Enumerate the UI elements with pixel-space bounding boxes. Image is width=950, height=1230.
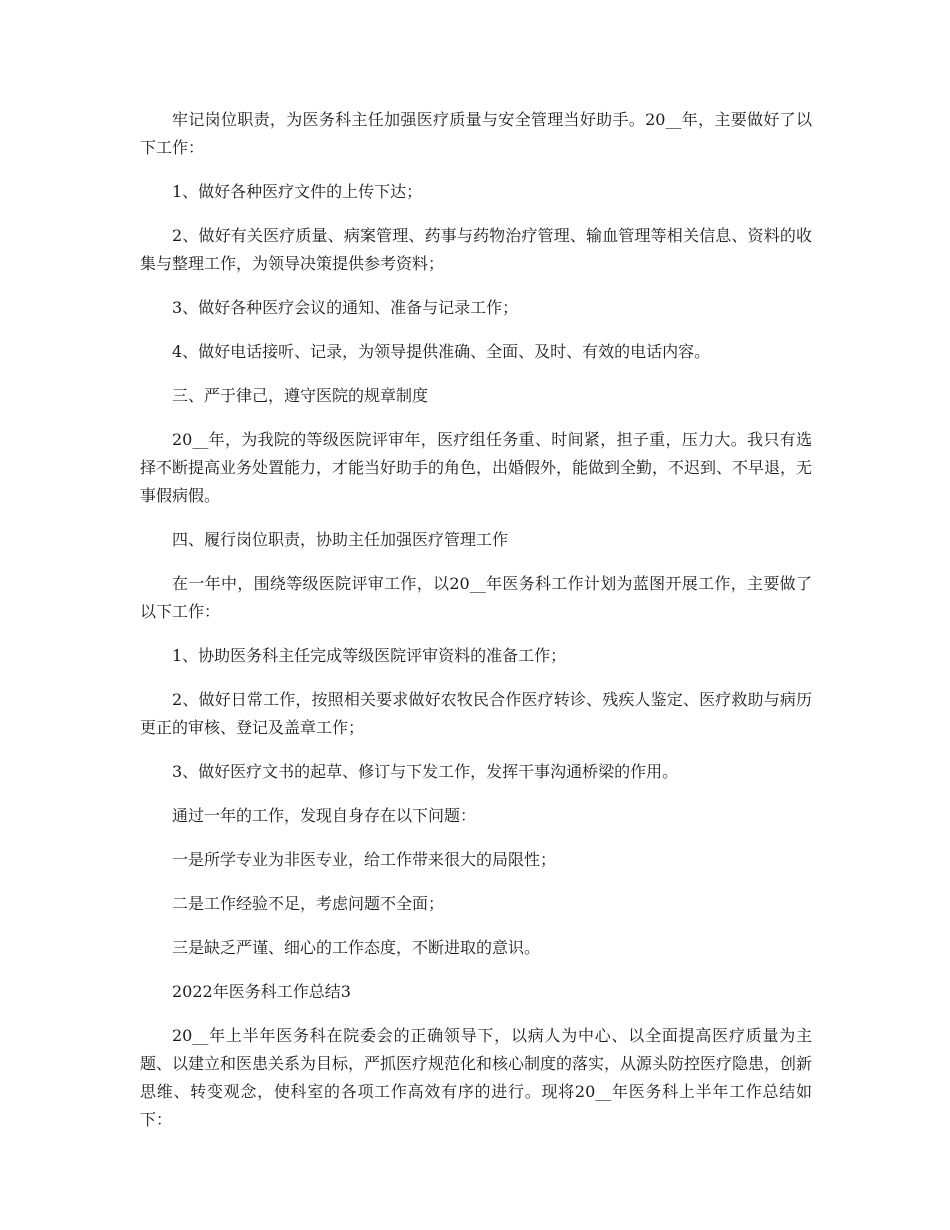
section-heading-4: 四、履行岗位职责，协助主任加强医疗管理工作	[172, 530, 509, 549]
paragraph-intro: 牢记岗位职责，为医务科主任加强医疗质量与安全管理当好助手。20__年，主要做好了以下工作：	[140, 110, 812, 157]
paragraph-item-3: 3、做好各种医疗会议的通知、准备与记录工作；	[172, 298, 519, 317]
section-heading-3: 三、严于律己，遵守医院的规章制度	[172, 386, 429, 405]
paragraph-problems-intro: 通过一年的工作，发现自身存在以下问题：	[172, 806, 477, 825]
paragraph-problem-1: 一是所学专业为非医专业，给工作带来很大的局限性；	[172, 850, 557, 869]
paragraph-task-2: 2、做好日常工作，按照相关要求做好农牧民合作医疗转诊、残疾人鉴定、医疗救助与病历更正的审核、登记及盖章工作；	[140, 690, 812, 737]
document-body	[140, 106, 812, 1150]
paragraph-task-3: 3、做好医疗文书的起草、修订与下发工作，发挥干事沟通桥梁的作用。	[172, 762, 679, 781]
paragraph-item-2: 2、做好有关医疗质量、病案管理、药事与药物治疗管理、输血管理等相关信息、资料的收集与整理工作，为领导决策提供参考资料；	[140, 226, 812, 273]
paragraph-half-year-summary: 20__年上半年医务科在院委会的正确领导下，以病人为中心、以全面提高医疗质量为主题、以建立和医患关系为目标，严抓医疗规范化和核心制度的落实，从源头防控医疗隐患，创新思维、转变观念，使科室的各项工作高效有序的进行。现将20__年医务科上半年工作总结如下：	[140, 1026, 813, 1129]
paragraph-year-work: 在一年中，围绕等级医院评审工作，以20__年医务科工作计划为蓝图开展工作，主要做了以下工作：	[140, 574, 812, 621]
paragraph-item-1: 1、做好各种医疗文件的上传下达；	[172, 182, 423, 201]
paragraph-problem-2: 二是工作经验不足，考虑问题不全面；	[172, 894, 445, 913]
document-subtitle: 2022年医务科工作总结3	[172, 982, 351, 1001]
paragraph-problem-3: 三是缺乏严谨、细心的工作态度，不断进取的意识。	[172, 938, 541, 957]
paragraph-discipline: 20__年，为我院的等级医院评审年，医疗组任务重、时间紧，担子重，压力大。我只有选择不断提高业务处置能力，才能当好助手的角色，出婚假外，能做到全勤，不迟到、不早退，无事假病假。	[140, 430, 813, 505]
paragraph-item-4: 4、做好电话接听、记录，为领导提供准确、全面、及时、有效的电话内容。	[172, 342, 711, 361]
paragraph-task-1: 1、协助医务科主任完成等级医院评审资料的准备工作；	[172, 646, 567, 665]
